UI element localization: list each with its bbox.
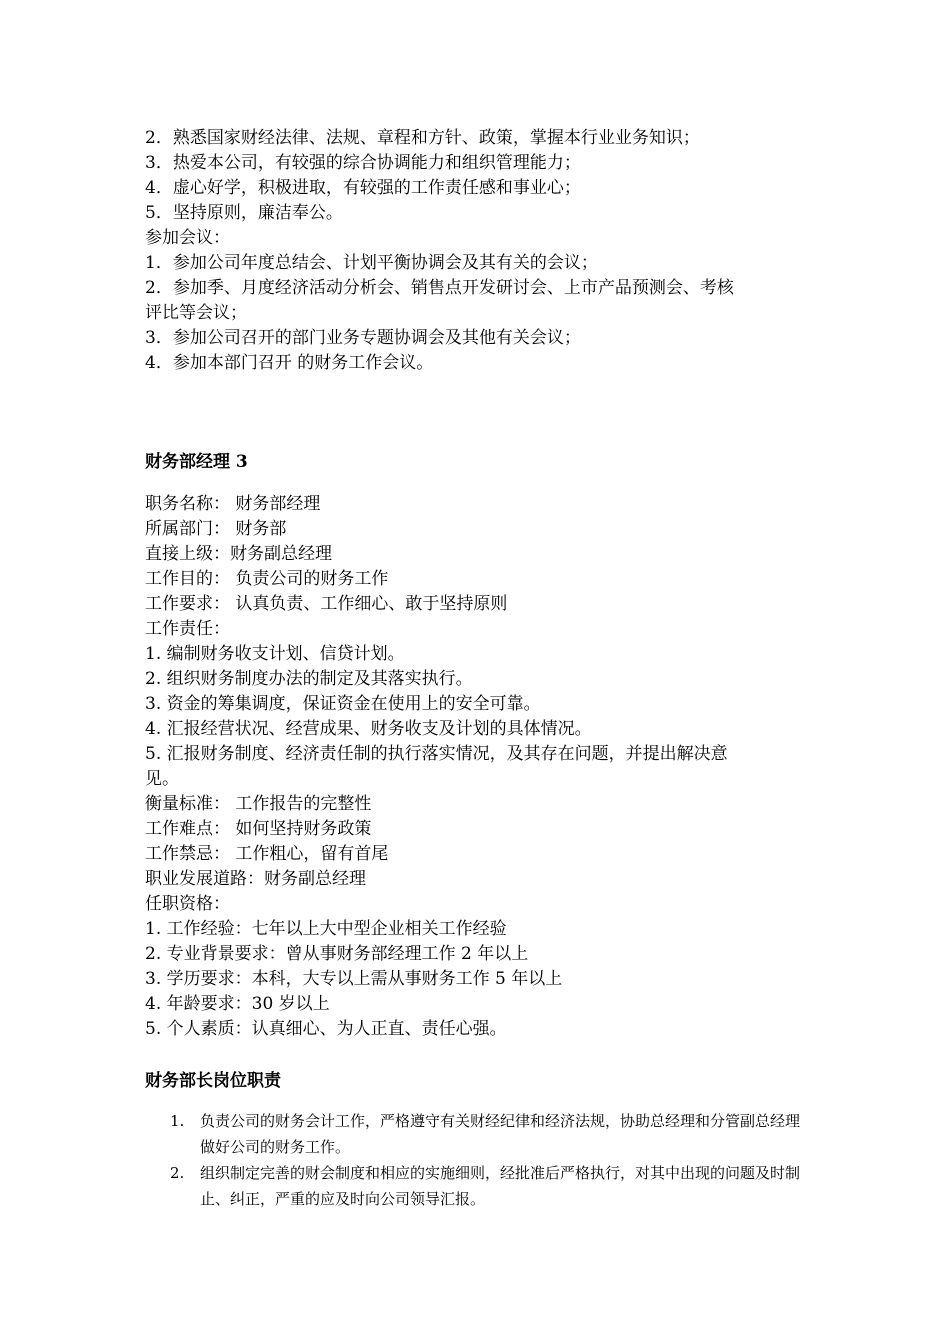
field-line: 衡量标准： 工作报告的完整性 bbox=[145, 794, 372, 814]
text-line: 2．参加季、月度经济活动分析会、销售点开发研讨会、上市产品预测会、考核 bbox=[145, 278, 734, 298]
field-line: 直接上级：财务副总经理 bbox=[145, 544, 332, 564]
field-line: 职业发展道路：财务副总经理 bbox=[145, 869, 366, 889]
item-number: 1. bbox=[170, 1112, 185, 1130]
list-item: 4. 汇报经营状况、经营成果、财务收支及计划的具体情况。 bbox=[145, 719, 592, 739]
text-line: 评比等会议； bbox=[145, 303, 247, 323]
list-item: 1. 工作经验：七年以上大中型企业相关工作经验 bbox=[145, 919, 507, 939]
field-line: 工作难点： 如何坚持财务政策 bbox=[145, 819, 372, 839]
text-line: 4．虚心好学，积极进取，有较强的工作责任感和事业心； bbox=[145, 178, 581, 198]
list-item: 2. 组织财务制度办法的制定及其落实执行。 bbox=[145, 669, 473, 689]
text-line: 4．参加本部门召开 的财务工作会议。 bbox=[145, 353, 434, 373]
text-line: 2．熟悉国家财经法律、法规、章程和方针、政策，掌握本行业业务知识； bbox=[145, 128, 700, 148]
field-line: 所属部门： 财务部 bbox=[145, 519, 287, 539]
item-text: 负责公司的财务会计工作，严格遵守有关财经纪律和经济法规，协助总经理和分管副总经理做好公司的财务工作。 bbox=[200, 1112, 801, 1156]
field-line: 任职资格： bbox=[145, 894, 230, 914]
field-line: 工作禁忌： 工作粗心，留有首尾 bbox=[145, 844, 389, 864]
item-text: 组织制定完善的财会制度和相应的实施细则，经批准后严格执行，对其中出现的问题及时制止、纠正，严重的应及时向公司领导汇报。 bbox=[200, 1164, 801, 1208]
list-item: 2. 专业背景要求：曾从事财务部经理工作 2 年以上 bbox=[145, 944, 529, 964]
text-line: 参加会议： bbox=[145, 228, 230, 248]
item-number: 2. bbox=[170, 1164, 185, 1182]
list-item: 3. 学历要求：本科，大专以上需从事财务工作 5 年以上 bbox=[145, 969, 563, 989]
list-item: 见。 bbox=[145, 769, 179, 789]
section-heading: 财务部长岗位职责 bbox=[145, 1071, 281, 1091]
list-item: 5. 汇报财务制度、经济责任制的执行落实情况，及其存在问题，并提出解决意 bbox=[145, 744, 728, 764]
section-heading: 财务部经理 3 bbox=[145, 452, 248, 472]
list-item: 1. 编制财务收支计划、信贷计划。 bbox=[145, 644, 405, 664]
field-line: 职务名称： 财务部经理 bbox=[145, 494, 321, 514]
field-line: 工作目的： 负责公司的财务工作 bbox=[145, 569, 389, 589]
text-line: 3．参加公司召开的部门业务专题协调会及其他有关会议； bbox=[145, 328, 581, 348]
list-item: 5. 个人素质：认真细心、为人正直、责任心强。 bbox=[145, 1019, 507, 1039]
text-line: 1．参加公司年度总结会、计划平衡协调会及其有关的会议； bbox=[145, 253, 598, 273]
field-line: 工作责任： bbox=[145, 619, 230, 639]
list-item: 3. 资金的筹集调度，保证资金在使用上的安全可靠。 bbox=[145, 694, 541, 714]
list-item: 4. 年龄要求：30 岁以上 bbox=[145, 994, 330, 1014]
field-line: 工作要求： 认真负责、工作细心、敢于坚持原则 bbox=[145, 594, 508, 614]
text-line: 3．热爱本公司，有较强的综合协调能力和组织管理能力； bbox=[145, 153, 581, 173]
text-line: 5．坚持原则，廉洁奉公。 bbox=[145, 203, 343, 223]
